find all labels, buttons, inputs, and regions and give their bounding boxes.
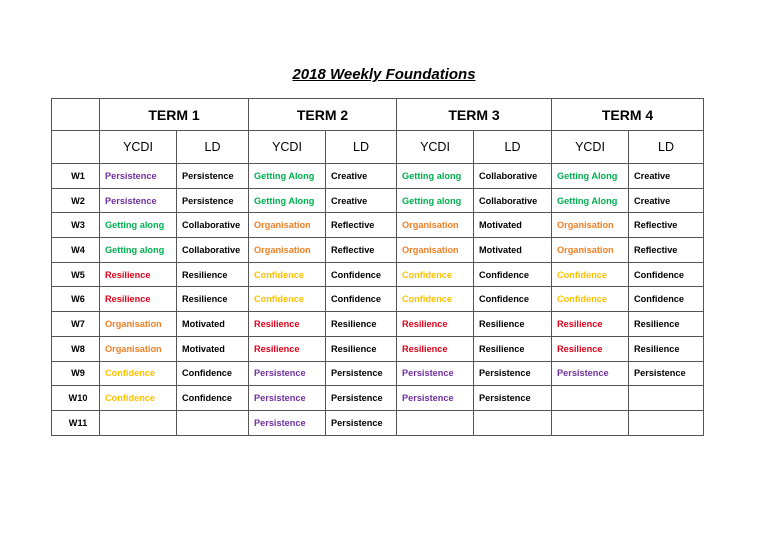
week-label: W1 [52, 164, 100, 189]
term-2-ycdi-cell: Persistence [249, 386, 326, 411]
term-2-ycdi-cell: Getting Along [249, 164, 326, 189]
term-3-ld-cell: Persistence [474, 386, 552, 411]
term-1-ld-cell: Motivated [177, 336, 249, 361]
term-3-ld-cell: Collaborative [474, 188, 552, 213]
sub-header-row [52, 131, 704, 164]
week-label: W8 [52, 336, 100, 361]
term-2-ld-cell: Persistence [326, 361, 397, 386]
term-4-ld-cell: Persistence [629, 361, 704, 386]
term-2-ycdi-cell: Confidence [249, 262, 326, 287]
term-1-ycdi-cell: Getting along [100, 213, 177, 238]
term-2-ld-cell: Reflective [326, 213, 397, 238]
term-3-ld-cell: Confidence [474, 262, 552, 287]
term-1-ld-cell: Resilience [177, 287, 249, 312]
term-2-ld-cell: Persistence [326, 386, 397, 411]
week-label: W10 [52, 386, 100, 411]
term-3-header: TERM 3 [397, 99, 552, 131]
corner-cell [52, 99, 100, 131]
term-2-ycdi-cell: Confidence [249, 287, 326, 312]
term-4-ycdi-cell: Resilience [552, 312, 629, 337]
term-1-ld-cell: Persistence [177, 164, 249, 189]
term-4-ld-cell: Resilience [629, 312, 704, 337]
table-row [52, 386, 704, 411]
term-4-ld-cell: Reflective [629, 213, 704, 238]
term-3-ld-cell: Resilience [474, 312, 552, 337]
term-1-ld-cell [177, 410, 249, 435]
table-row [52, 312, 704, 337]
term-3-ld-cell: Confidence [474, 287, 552, 312]
term-4-ld-cell: Confidence [629, 262, 704, 287]
term-4-ycdi-cell: Confidence [552, 262, 629, 287]
term-3-ld-header: LD [474, 131, 552, 164]
term-3-ycdi-cell: Resilience [397, 336, 474, 361]
term-3-ycdi-cell: Confidence [397, 287, 474, 312]
term-4-ycdi-cell: Getting Along [552, 164, 629, 189]
term-4-ycdi-cell [552, 386, 629, 411]
table-row [52, 213, 704, 238]
table-row [52, 287, 704, 312]
term-1-ld-cell: Collaborative [177, 213, 249, 238]
term-1-ycdi-cell: Organisation [100, 312, 177, 337]
term-3-ld-cell: Resilience [474, 336, 552, 361]
term-1-ld-cell: Motivated [177, 312, 249, 337]
term-3-ycdi-cell [397, 410, 474, 435]
term-1-ycdi-cell: Resilience [100, 287, 177, 312]
term-1-ld-cell: Confidence [177, 361, 249, 386]
term-3-ld-cell: Motivated [474, 238, 552, 263]
term-4-header: TERM 4 [552, 99, 704, 131]
table-row [52, 238, 704, 263]
term-2-ycdi-header: YCDI [249, 131, 326, 164]
table-row [52, 188, 704, 213]
term-3-ycdi-cell: Persistence [397, 386, 474, 411]
term-1-ycdi-cell: Confidence [100, 386, 177, 411]
term-2-ycdi-cell: Resilience [249, 336, 326, 361]
term-4-ld-cell [629, 386, 704, 411]
term-2-ycdi-cell: Resilience [249, 312, 326, 337]
term-1-ycdi-cell [100, 410, 177, 435]
term-3-ycdi-cell: Confidence [397, 262, 474, 287]
table-row [52, 262, 704, 287]
table-row [52, 361, 704, 386]
term-1-ycdi-cell: Resilience [100, 262, 177, 287]
term-1-ycdi-header: YCDI [100, 131, 177, 164]
term-2-ycdi-cell: Persistence [249, 410, 326, 435]
term-3-ycdi-cell: Resilience [397, 312, 474, 337]
term-3-ycdi-cell: Persistence [397, 361, 474, 386]
term-4-ycdi-header: YCDI [552, 131, 629, 164]
term-4-ycdi-cell: Confidence [552, 287, 629, 312]
term-3-ld-cell [474, 410, 552, 435]
term-3-ycdi-header: YCDI [397, 131, 474, 164]
term-3-ld-cell: Persistence [474, 361, 552, 386]
week-label: W6 [52, 287, 100, 312]
term-4-ld-cell: Reflective [629, 238, 704, 263]
term-2-ld-cell: Reflective [326, 238, 397, 263]
term-3-ld-cell: Motivated [474, 213, 552, 238]
term-4-ld-cell: Confidence [629, 287, 704, 312]
term-1-ycdi-cell: Getting along [100, 238, 177, 263]
term-2-header: TERM 2 [249, 99, 397, 131]
term-2-ycdi-cell: Getting Along [249, 188, 326, 213]
term-4-ycdi-cell: Organisation [552, 238, 629, 263]
term-2-ycdi-cell: Organisation [249, 238, 326, 263]
term-4-ld-cell: Creative [629, 188, 704, 213]
week-label: W11 [52, 410, 100, 435]
term-2-ld-cell: Resilience [326, 336, 397, 361]
term-1-ycdi-cell: Persistence [100, 164, 177, 189]
term-4-ld-cell: Creative [629, 164, 704, 189]
weekly-foundations-table [51, 98, 704, 436]
table-row [52, 164, 704, 189]
term-4-ld-header: LD [629, 131, 704, 164]
corner-cell [52, 131, 100, 164]
term-4-ycdi-cell [552, 410, 629, 435]
term-4-ycdi-cell: Persistence [552, 361, 629, 386]
term-3-ld-cell: Collaborative [474, 164, 552, 189]
term-2-ld-cell: Persistence [326, 410, 397, 435]
table-row [52, 336, 704, 361]
term-4-ycdi-cell: Resilience [552, 336, 629, 361]
term-1-ycdi-cell: Confidence [100, 361, 177, 386]
term-2-ycdi-cell: Organisation [249, 213, 326, 238]
term-4-ycdi-cell: Organisation [552, 213, 629, 238]
term-2-ld-header: LD [326, 131, 397, 164]
term-header-row [52, 99, 704, 131]
term-1-ld-cell: Confidence [177, 386, 249, 411]
term-1-ld-header: LD [177, 131, 249, 164]
week-label: W9 [52, 361, 100, 386]
term-3-ycdi-cell: Getting along [397, 188, 474, 213]
term-3-ycdi-cell: Organisation [397, 238, 474, 263]
term-1-ld-cell: Resilience [177, 262, 249, 287]
week-label: W5 [52, 262, 100, 287]
term-2-ld-cell: Resilience [326, 312, 397, 337]
term-1-ycdi-cell: Organisation [100, 336, 177, 361]
term-1-ycdi-cell: Persistence [100, 188, 177, 213]
term-2-ld-cell: Confidence [326, 287, 397, 312]
week-label: W4 [52, 238, 100, 263]
term-2-ld-cell: Creative [326, 188, 397, 213]
document-title: 2018 Weekly Foundations [292, 66, 476, 83]
term-2-ycdi-cell: Persistence [249, 361, 326, 386]
term-4-ld-cell: Resilience [629, 336, 704, 361]
table-row [52, 410, 704, 435]
term-3-ycdi-cell: Organisation [397, 213, 474, 238]
term-4-ld-cell [629, 410, 704, 435]
week-label: W3 [52, 213, 100, 238]
term-1-ld-cell: Collaborative [177, 238, 249, 263]
term-1-ld-cell: Persistence [177, 188, 249, 213]
week-label: W2 [52, 188, 100, 213]
term-4-ycdi-cell: Getting Along [552, 188, 629, 213]
term-2-ld-cell: Creative [326, 164, 397, 189]
term-1-header: TERM 1 [100, 99, 249, 131]
week-label: W7 [52, 312, 100, 337]
term-3-ycdi-cell: Getting along [397, 164, 474, 189]
term-2-ld-cell: Confidence [326, 262, 397, 287]
